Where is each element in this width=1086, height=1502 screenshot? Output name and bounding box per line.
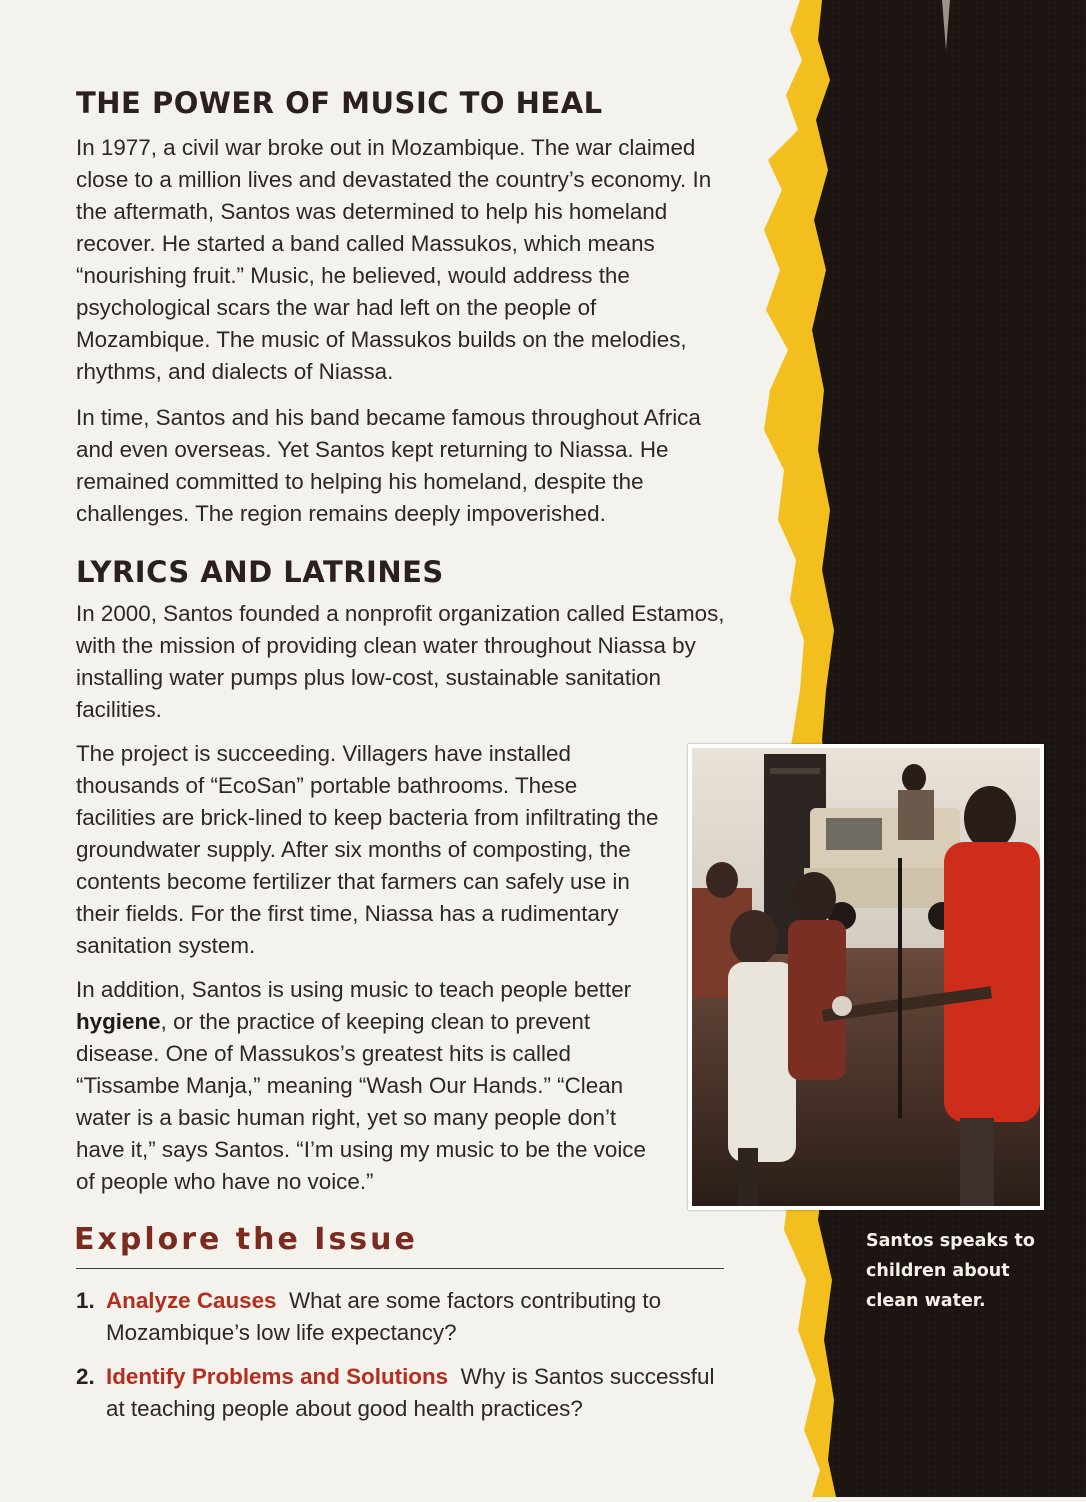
hygiene-text-before: In addition, Santos is using music to teach people better <box>76 977 632 1002</box>
photo-santos-with-children <box>688 744 1044 1210</box>
paragraph-estamos: In 2000, Santos founded a nonprofit organization called Estamos, with the mission of providing clean water throughout Niassa by installing water pumps plus low-cost, sustainable sanitation facilities. <box>76 601 725 722</box>
paragraph-hygiene <box>76 974 661 1198</box>
vocabulary-term-hygiene: hygiene <box>76 1009 161 1034</box>
explore-issue-title: Explore the Issue <box>74 1222 418 1257</box>
paragraph-civil-war: In 1977, a civil war broke out in Mozambique. The war claimed close to a million lives and devastated the country’s economy. In the aftermath, Santos was determined to help his homeland recover. He started a band called Massukos, which means “nourishing fruit.” Music, he believed, would address the psychological scars the war had left on the people of Mozambique. The music of Massukos builds on the melodies, rhythms, and dialects of Niassa. <box>76 135 712 384</box>
question-text: What are some factors contributing to Mozambique’s low life expectancy? <box>106 1288 662 1345</box>
photo-illustration <box>692 748 1040 1206</box>
question-number: 1. <box>76 1288 95 1313</box>
question-text: Why is Santos successful at teaching people about good health practices? <box>106 1364 715 1421</box>
question-label-problems-solutions: Identify Problems and Solutions <box>106 1364 449 1389</box>
question-item-2 <box>76 1361 726 1425</box>
section-heading-lyrics-latrines: LYRICS AND LATRINES <box>76 555 444 589</box>
hygiene-text-after: , or the practice of keeping clean to prevent disease. One of Massukos’s greatest hits is called “Tissambe Manja,” meaning “Wash Our Hands.” “Clean water is a basic human right, yet so many people don’t have it,” says Santos. “I’m using my music to be the voice of people who have no voice.” <box>76 1009 646 1194</box>
photo-caption: Santos speaks to children about clean water. <box>866 1231 1035 1311</box>
paragraph-band-fame: In time, Santos and his band became famous throughout Africa and even overseas. Yet Santos kept returning to Niassa. He remained committed to helping his homeland, despite the challenges. The region remains deeply impoverished. <box>76 405 701 526</box>
explore-divider <box>76 1268 724 1269</box>
question-number: 2. <box>76 1364 95 1389</box>
paragraph-ecosan: The project is succeeding. Villagers have installed thousands of “EcoSan” portable bathrooms. These facilities are brick-lined to keep bacteria from infiltrating the groundwater supply. After six months of composting, the contents become fertilizer that farmers can safely use in their fields. For the first time, Niassa has a rudimentary sanitation system. <box>76 741 659 958</box>
question-item-1 <box>76 1285 726 1349</box>
section-heading-music-heal: THE POWER OF MUSIC TO HEAL <box>76 86 603 120</box>
question-label-analyze-causes: Analyze Causes <box>106 1288 277 1313</box>
